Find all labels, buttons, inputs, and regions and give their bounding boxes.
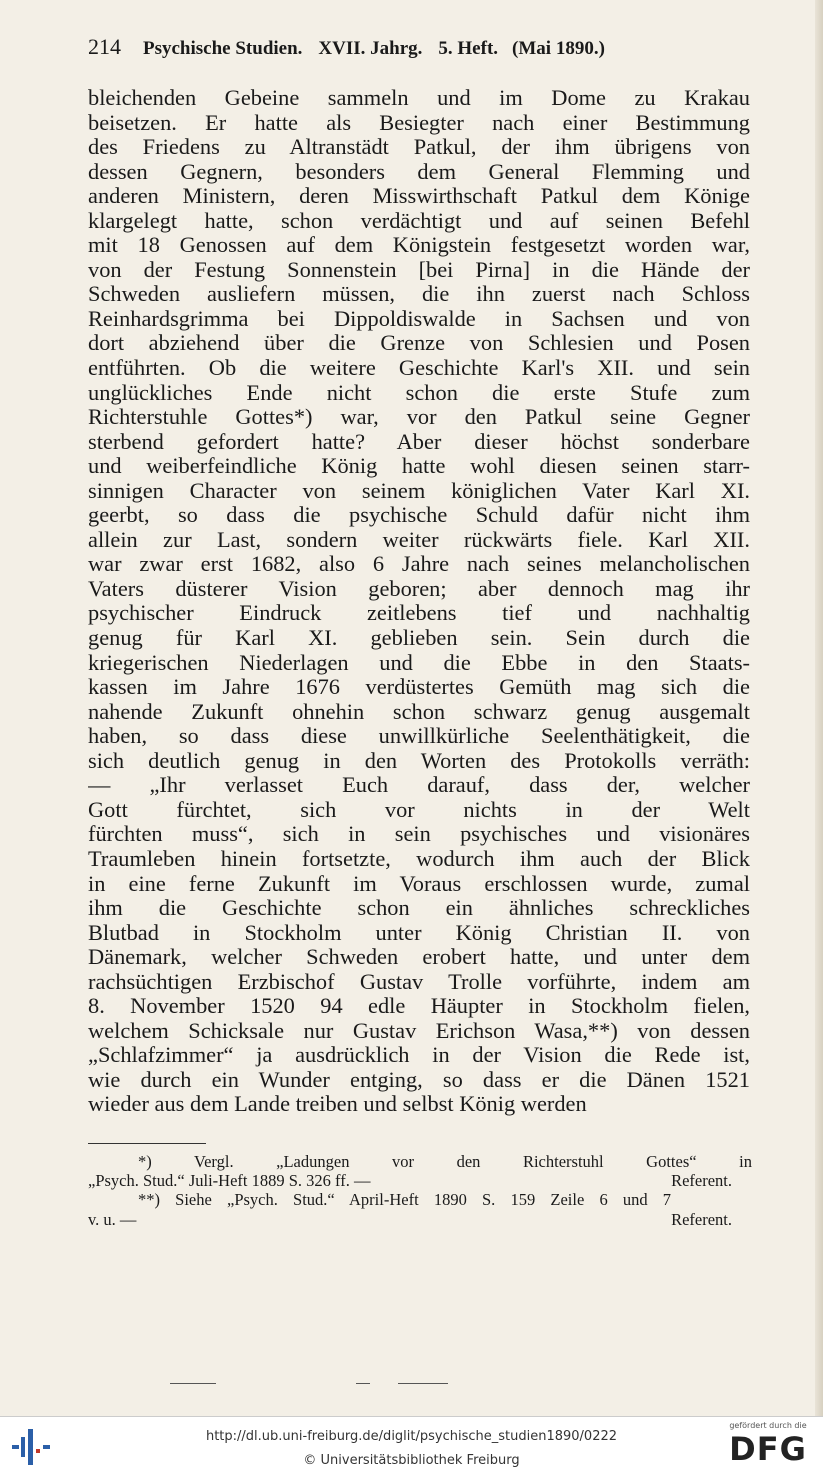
body-line: wie durch ein Wunder entging, so dass er die Dänen 1521 bbox=[88, 1067, 750, 1092]
body-text bbox=[88, 86, 750, 1117]
body-line: entführten. Ob die weitere Geschichte Karl's XII. und sein bbox=[88, 356, 750, 381]
body-line: kriegerischen Niederlagen und die Ebbe in den Staats- bbox=[88, 650, 750, 675]
body-line: sinnigen Character von seinem königlichen Vater Karl XI. bbox=[88, 478, 750, 503]
body-line: 8. November 1520 94 edle Häupter in Stockholm fielen, bbox=[88, 994, 750, 1019]
body-line: kassen im Jahre 1676 verdüstertes Gemüth mag sich die bbox=[88, 675, 750, 700]
body-line: des Friedens zu Altranstädt Patkul, der ihm übrigens von bbox=[88, 135, 750, 160]
footnote-1-referent: Referent. bbox=[671, 1171, 732, 1191]
print-mark bbox=[170, 1383, 216, 1384]
body-line: Vaters düsterer Vision geboren; aber dennoch mag ihr bbox=[88, 576, 750, 601]
body-line: wieder aus dem Lande treiben und selbst König werden bbox=[88, 1092, 587, 1117]
footnote-rule bbox=[88, 1143, 206, 1144]
body-line: unglückliches Ende nicht schon die erste Stufe zum bbox=[88, 380, 750, 405]
dfg-funding-note: gefördert durch die bbox=[729, 1421, 807, 1430]
body-line: Blutbad in Stockholm unter König Christian II. von bbox=[88, 920, 750, 945]
dfg-wordmark: DFG bbox=[729, 1430, 807, 1468]
journal-title: Psychische Studien. bbox=[143, 38, 303, 59]
footer-bar bbox=[0, 1416, 823, 1475]
running-header bbox=[88, 34, 748, 62]
footnote-2-referent: Referent. bbox=[671, 1209, 732, 1229]
body-line: haben, so dass diese unwillkürliche Seelenthätigkeit, die bbox=[88, 724, 750, 749]
body-line: und weiberfeindliche König hatte wohl diesen seinen starr- bbox=[88, 454, 750, 479]
body-line: Schweden ausliefern müssen, die ihn zuerst nach Schloss bbox=[88, 282, 750, 307]
bottom-print-marks bbox=[170, 1383, 470, 1389]
body-line: in eine ferne Zukunft im Voraus erschlossen wurde, zumal bbox=[88, 871, 750, 896]
body-line: war zwar erst 1682, also 6 Jahre nach seines melancholischen bbox=[88, 552, 750, 577]
copyright-notice: © Universitätsbibliothek Freiburg bbox=[303, 1453, 520, 1468]
body-line: Dänemark, welcher Schweden erobert hatte, und unter dem bbox=[88, 945, 750, 970]
body-line: „Schlafzimmer“ ja ausdrücklich in der Vision die Rede ist, bbox=[88, 1043, 750, 1068]
print-mark bbox=[398, 1383, 448, 1384]
body-line: sterbend gefordert hatte? Aber dieser höchst sonderbare bbox=[88, 429, 750, 454]
body-line: Traumleben hinein fortsetzte, wodurch ihm auch der Blick bbox=[88, 846, 750, 871]
body-line: welchem Schicksale nur Gustav Erichson Wasa,**) von dessen bbox=[88, 1018, 750, 1043]
body-line: fürchten muss“, sich in sein psychisches und visionäres bbox=[88, 822, 750, 847]
body-line: dort abziehend über die Grenze von Schlesien und Posen bbox=[88, 331, 750, 356]
dfg-logo bbox=[723, 1421, 813, 1471]
body-line: geerbt, so dass die psychische Schuld dafür nicht ihm bbox=[88, 503, 750, 528]
body-line: ihm die Geschichte schon ein ähnliches schreckliches bbox=[88, 896, 750, 921]
footnote-1-line-2 bbox=[88, 1171, 752, 1190]
body-line: von der Festung Sonnenstein [bei Pirna] in die Hände der bbox=[88, 257, 750, 282]
footnote-2-citation: v. u. — bbox=[88, 1209, 137, 1229]
body-line: Reinhardsgrimma bei Dippoldiswalde in Sachsen und von bbox=[88, 306, 750, 331]
page-edge bbox=[815, 0, 823, 1416]
body-line: — „Ihr verlasset Euch darauf, dass der, welcher bbox=[88, 773, 750, 798]
issue-date: (Mai 1890.) bbox=[512, 38, 605, 59]
volume-label: XVII. Jahrg. bbox=[318, 38, 423, 59]
body-line: beisetzen. Er hatte als Besiegter nach einer Bestimmung bbox=[88, 110, 750, 135]
body-line: anderen Ministern, deren Misswirthschaft Patkul dem Könige bbox=[88, 184, 750, 209]
body-line: rachsüchtigen Erzbischof Gustav Trolle vorführte, indem am bbox=[88, 969, 750, 994]
body-line: bleichenden Gebeine sammeln und im Dome zu Krakau bbox=[88, 86, 750, 110]
body-line: Gott fürchtet, sich vor nichts in der Welt bbox=[88, 797, 750, 822]
body-line: nahende Zukunft ohnehin schon schwarz genug ausgemalt bbox=[88, 699, 750, 724]
footnote-2-line-1: **) Siehe „Psych. Stud.“ April-Heft 1890 S. 159 Zeile 6 und 7 bbox=[138, 1190, 672, 1210]
body-line: dessen Gegnern, besonders dem General Flemming und bbox=[88, 159, 750, 184]
permalink-url[interactable]: http://dl.ub.uni-freiburg.de/diglit/psychische_studien1890/0222 bbox=[205, 1429, 618, 1444]
body-line: Richterstuhle Gottes*) war, vor den Patkul seine Gegner bbox=[88, 405, 750, 430]
page-number: 214 bbox=[88, 34, 121, 59]
print-mark bbox=[356, 1383, 370, 1384]
body-line: mit 18 Genossen auf dem Königstein festgesetzt worden war, bbox=[88, 233, 750, 258]
body-line: allein zur Last, sondern weiter rückwärts fiele. Karl XII. bbox=[88, 527, 750, 552]
body-line: psychischer Eindruck zeitlebens tief und nachhaltig bbox=[88, 601, 750, 626]
body-line: sich deutlich genug in den Worten des Protokolls verräth: bbox=[88, 748, 750, 773]
footnotes bbox=[88, 1152, 752, 1229]
footnote-1-citation: „Psych. Stud.“ Juli-Heft 1889 S. 326 ff. — bbox=[88, 1171, 371, 1191]
issue-label: 5. Heft. bbox=[438, 38, 499, 59]
body-line: genug für Karl XI. geblieben sein. Sein durch die bbox=[88, 626, 750, 651]
footnote-1-line-1: *) Vergl. „Ladungen vor den Richterstuhl Gottes“ in bbox=[138, 1152, 752, 1171]
footnote-2-line-2 bbox=[88, 1210, 752, 1229]
body-line: klargelegt hatte, schon verdächtigt und auf seinen Befehl bbox=[88, 208, 750, 233]
